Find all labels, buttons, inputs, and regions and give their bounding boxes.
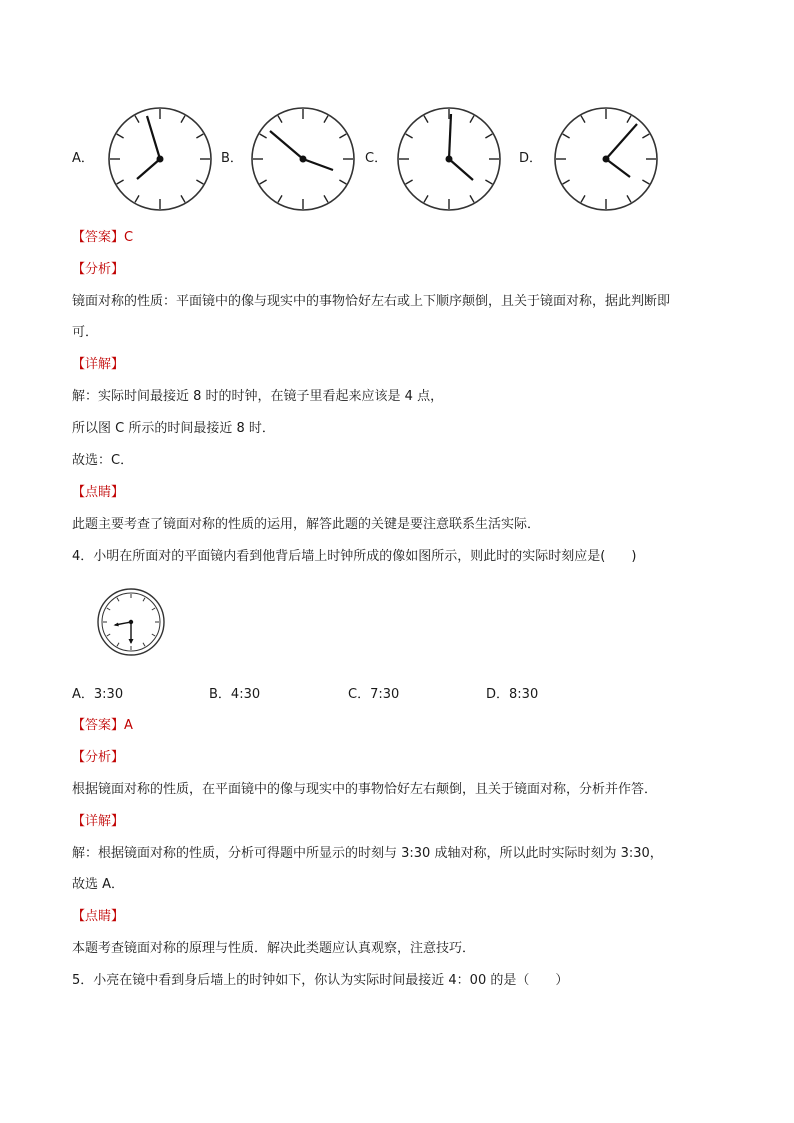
comment-text: 此题主要考查了镜面对称的性质的运用，解答此题的关键是要注意联系生活实际．: [72, 517, 541, 532]
clock-option-b: [250, 106, 356, 212]
detail-text-line1: 解：实际时间最接近 8 时的时钟，在镜子里看起来应该是 4 点，: [72, 389, 444, 404]
answer-value: C: [124, 230, 134, 245]
option-label: A．: [72, 687, 94, 702]
option-c-label: C．: [365, 151, 388, 166]
q4-option-b: [209, 686, 260, 704]
clock-option-d: [553, 106, 659, 212]
option-label: B．: [209, 687, 231, 702]
q4-option-a: [72, 686, 123, 704]
q4-question: 4．小明在所面对的平面镜内看到他背后墙上时钟所成的像如图所示，则此时的实际时刻应是( ): [72, 549, 637, 564]
q5-question: 5．小亮在镜中看到身后墙上的时钟如下，你认为实际时间最接近 4：00 的是（ ）: [72, 973, 569, 988]
analysis-text-line1: 镜面对称的性质：平面镜中的像与现实中的事物恰好左右或上下顺序颠倒，且关于镜面对称，据此判断即: [72, 294, 671, 309]
comment-text: 本题考查镜面对称的原理与性质．解决此类题应认真观察，注意技巧．: [72, 941, 476, 956]
detail-text-line1: 解：根据镜面对称的性质，分析可得题中所显示的时刻与 3:30 成轴对称，所以此时实际时刻为 3:30，: [72, 846, 663, 861]
option-d-label: D．: [519, 151, 543, 166]
detail-text-line3: 故选：C．: [72, 453, 134, 468]
detail-tag: 【详解】: [72, 814, 125, 829]
answer-tag: 【答案】: [72, 230, 125, 245]
answer-tag: 【答案】: [72, 718, 125, 733]
option-a-label: A．: [72, 151, 94, 166]
q4-mirror-clock: [96, 587, 166, 657]
option-label: C．: [348, 687, 371, 702]
detail-text-line2: 故选 A．: [72, 877, 125, 892]
option-label: D．: [486, 687, 510, 702]
analysis-tag: 【分析】: [72, 750, 125, 765]
comment-tag: 【点睛】: [72, 485, 125, 500]
option-value: 7:30: [370, 687, 400, 702]
detail-text-line2: 所以图 C 所示的时间最接近 8 时．: [72, 421, 275, 436]
q4-option-d: [486, 686, 538, 704]
clock-option-c: [396, 106, 502, 212]
option-b-label: B．: [221, 151, 243, 166]
detail-tag: 【详解】: [72, 357, 125, 372]
q4-answer-line: [72, 717, 133, 735]
clock-option-a: [107, 106, 213, 212]
option-value: 8:30: [509, 687, 539, 702]
option-value: 4:30: [230, 687, 261, 702]
option-value: 3:30: [93, 687, 124, 702]
answer-value: A: [124, 718, 133, 733]
analysis-text: 根据镜面对称的性质，在平面镜中的像与现实中的事物恰好左右颠倒，且关于镜面对称，分析并作答．: [72, 782, 658, 797]
comment-tag: 【点睛】: [72, 909, 125, 924]
q3-answer-line: [72, 229, 133, 247]
analysis-text-line2: 可．: [72, 325, 99, 340]
analysis-tag: 【分析】: [72, 262, 125, 277]
q4-option-c: [348, 686, 399, 704]
